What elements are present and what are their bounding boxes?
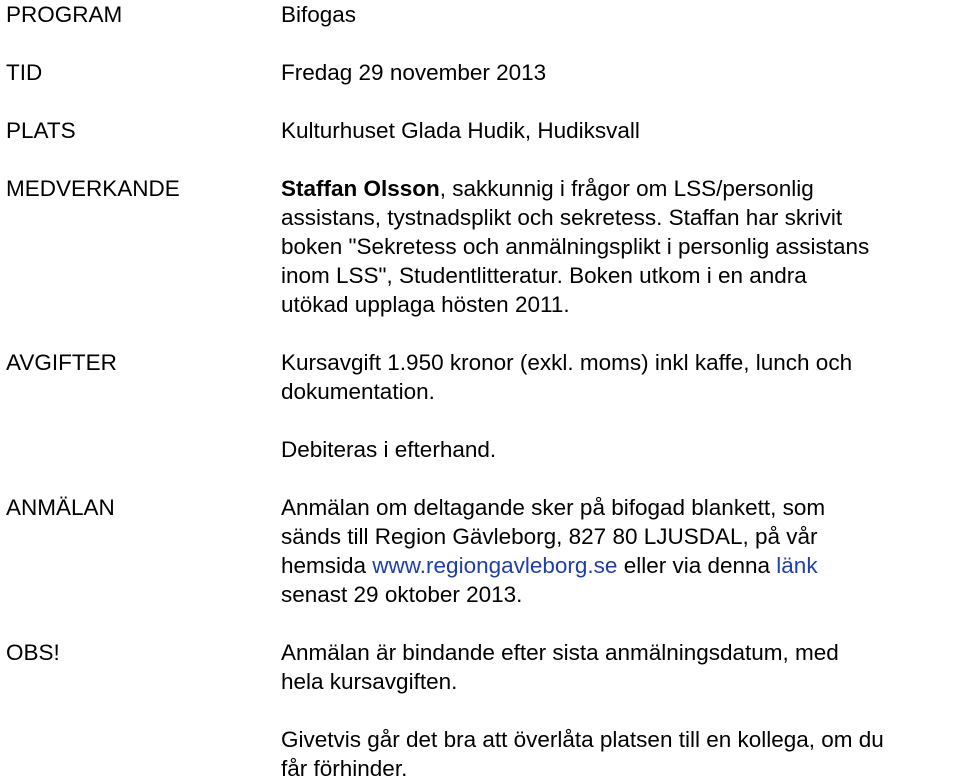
speaker-intro: , sakkunnig i frågor om LSS/personlig [439, 176, 814, 201]
medverkande-description [281, 174, 957, 319]
anmalan-description [281, 493, 957, 609]
avgifter-line-1: Kursavgift 1.950 kronor (exkl. moms) inkl kaffe, lunch och [281, 350, 853, 375]
anmalan-line-3-mid: eller via denna [617, 553, 777, 578]
medverkande-line-1 [281, 174, 957, 203]
medverkande-line-4: inom LSS", Studentlitteratur. Boken utkom i en andra [281, 263, 807, 288]
medverkande-line-5: utökad upplaga hösten 2011. [281, 292, 570, 317]
anmalan-line-1: Anmälan om deltagande sker på bifogad blankett, som [281, 495, 826, 520]
obs-line-2: hela kursavgiften. [281, 669, 458, 694]
avgifter-label: AVGIFTER [6, 350, 117, 375]
program-label: PROGRAM [6, 2, 123, 27]
program-value: Bifogas [281, 2, 357, 27]
obs-line-1: Anmälan är bindande efter sista anmälningsdatum, med [281, 640, 839, 665]
website-link[interactable]: www.regiongavleborg.se [372, 553, 618, 578]
speaker-name: Staffan Olsson [281, 176, 440, 201]
plats-value: Kulturhuset Glada Hudik, Hudiksvall [281, 118, 640, 143]
obs-line-3: Givetvis går det bra att överlåta platsen till en kollega, om du [281, 727, 884, 752]
plats-label: PLATS [6, 118, 76, 143]
obs-line-4: får förhinder. [281, 756, 408, 781]
avgifter-description [281, 348, 957, 406]
anmalan-line-4: senast 29 oktober 2013. [281, 582, 523, 607]
medverkande-line-2: assistans, tystnadsplikt och sekretess. Staffan har skrivit [281, 205, 843, 230]
anmalan-line-2: sänds till Region Gävleborg, 827 80 LJUSDAL, på vår [281, 524, 818, 549]
obs-note [281, 725, 957, 783]
medverkande-line-3: boken "Sekretess och anmälningsplikt i personlig assistans [281, 234, 870, 259]
tid-label: TID [6, 60, 43, 85]
avgifter-line-2: dokumentation. [281, 379, 435, 404]
medverkande-label: MEDVERKANDE [6, 176, 180, 201]
tid-value: Fredag 29 november 2013 [281, 60, 547, 85]
anmalan-line-3 [281, 551, 957, 580]
registration-link[interactable]: länk [776, 553, 818, 578]
obs-description [281, 638, 957, 696]
debit-note: Debiteras i efterhand. [281, 437, 497, 462]
anmalan-label: ANMÄLAN [6, 495, 115, 520]
obs-label: OBS! [6, 640, 60, 665]
anmalan-line-3-pre: hemsida [281, 553, 373, 578]
